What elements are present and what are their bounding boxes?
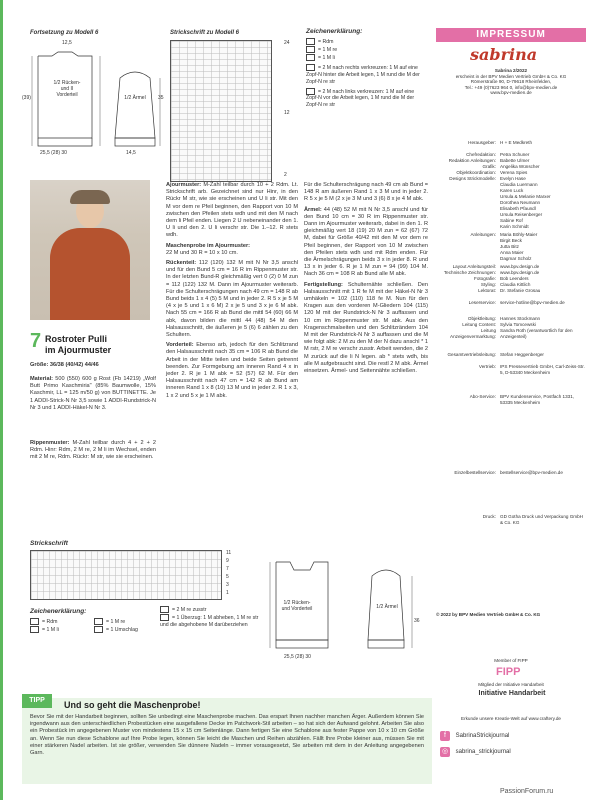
schematic-bottom-dim-sleeve: 36: [414, 618, 420, 624]
col3-text: [304, 182, 428, 375]
key-top-item: = Rdm: [306, 38, 424, 46]
model-rippen: [30, 440, 156, 462]
model-sizes: Größe: 36/38 (40/42) 44/46: [30, 362, 99, 368]
key-bottom-item: = 1 Überzug: 1 M abheben, 1 M re str und die abgehobene M darüberziehen: [160, 614, 259, 628]
initiative-logo: Initiative Handarbeit: [478, 690, 546, 697]
social-facebook[interactable]: [440, 730, 586, 742]
model-photo: [30, 180, 150, 320]
facebook-icon: f: [440, 731, 450, 741]
strick-top-title: Strickschrift zu Modell 6: [170, 30, 240, 36]
strick-bottom-row-9: 9: [226, 558, 229, 564]
material-title: Material:: [30, 376, 54, 382]
key-bottom-list-mid: [94, 618, 154, 634]
tip-box: [22, 698, 432, 784]
tip-title: Und so geht die Maschenprobe!: [64, 700, 201, 710]
maschenprobe-paragraph: Maschenprobe im Ajourmuster: 22 M und 30 R = 10 x 10 cm.: [166, 242, 251, 256]
impressum-rows: Herausgeber: H + E Medkreth Chefredaktion: Petra Schuner Redaktion Anleitungen: Babette Ulmer Grafik: Angelika Wünscher Objektkoordination: Verena Spies Designs Strickmodelle: Evelyn Hase Claudia Luermann Karen Luck Ursula & Melanie Marxer Dorothea Neumann Elisabeth Pfaundl Ursula Reisenberger Sabine Rof Karin Schmidt Anleitungen: Maria Böhly-Maier Birgit Beck Jutta Bitz Anna Maier Dagmar Scholz Layout Anleitungsteil: www.bpv.design.de Technische Zeichnungen: www.bpv.design.de Fotografie: Bob Leenders Styling: Claudia Kittlich Lektorat: Dr. Stefanie Grosau Leserservice: service-hotline@bpv-medien.de Objektleitung: Hannes Stockmann Leitung Content: Sylvia Tomcewski Leitung Anzeigenvermarktung: Sandra Roth (verantwortlich für den Anzeigenteil) Gesamtvertriebsleitung: Stefan Heggenberger Vertrieb: IPS Pressevertrieb GmbH, Carl-Zeiss-Str. 5, D-53340 Meckenheim Abo-Service: BPV Kundenservice, Postfach 1331, 53335 Meckenheim Einzelbestellservice: bestellservice@bpv-medien.de Druck: GD Gotha Druck und Verpackung GmbH & Co. KG: [443, 140, 585, 525]
strick-bottom-row-11: 11: [226, 550, 232, 556]
footer-site: PassionForum.ru: [500, 788, 554, 795]
social-instagram-label: sabrina_strickjournal: [455, 749, 511, 755]
schematic-top-dim-2: (39): [22, 95, 31, 101]
schematic-bottom-dim-width: 25,5 (28) 30: [284, 654, 311, 660]
schematic-top-dim-3: 25,5 (28) 30: [40, 150, 67, 156]
key-top-item: = 2 M nach links verkreuzen: 1 M auf eine Zopf-N vor die Arbeit legen, 1 M rund die M der Zopf-N re str: [306, 88, 415, 109]
model-photo-figure: [50, 228, 130, 320]
impressum-address-line: Tel.: +49 (0)7623 964 0, info@bpv-medien.de: [464, 84, 558, 90]
key-top-item: = 1 M re: [306, 46, 424, 54]
impressum-member-initiative: Mitglied der Initiative Handarbeit: [478, 682, 544, 687]
tip-label: TIPP: [22, 694, 52, 708]
key-bottom-item: = 1 M re: [94, 618, 154, 626]
model-number: 7: [30, 330, 42, 352]
fertigstellung-paragraph: Fertigstellung: Schulternähte schließen. Den Halsausschnitt mit 1 R fe M mit der Häkel-N Nr 3 umhäkeln = 102 (110) 118 fe M. Nun für den Kragen aus den vorderen M-Gliedern 104 (115) 120 M mit der Rundstrick-N Nr 3 auffassen und 10 cm im Rippenmuster str. M abk. Aus den Kragenschmalseiten und den Schlitzrändern 104 M mit der Rundstrick-N Nr 3 auffassen und die M wie folgt abk: 2 M zu den M der N dazu anschl * 1 M rstr, 2 M re verschr zusstr. Arbeit wenden, die 2 M zurück auf die li N legen. ab * stets wdh, bis alle M aufgebraucht sind. Die restl 2 M abk. Ärmel einsetzen. Ärmel- und Seitennähte schließen.: [304, 281, 428, 375]
ajour-paragraph: Ajourmuster: M-Zahl teilbar durch 10 + 2 Rdm. Lt. Strickschrift arb. Gezeichnet sind nur Hinr, in den Rückr M str, wie sie erscheinen und U li str. Mit den M vor dem re Pfeil beginnen, den Rapport von 10 M zwischen den Pfeilen stets wdh und mit den M nach dem li Pfeil enden. Liegen 2 U nebeneinander den 1. U li und den 2. U li verschr str. Die 1.–12. R stets wdh.: [166, 182, 298, 239]
key-bottom-title: Zeichenerklärung:: [30, 608, 87, 615]
impressum-header: [436, 28, 586, 42]
model-title: [45, 334, 111, 356]
strick-top-row-24: 24: [284, 40, 290, 46]
strick-bottom-row-5: 5: [226, 574, 229, 580]
rippen-title: Rippenmuster:: [30, 440, 70, 446]
col2-text: [166, 182, 298, 400]
impressum-address-line: Römerstraße 90, D-79618 Rheinfelden,: [470, 79, 552, 85]
schematic-bottom-right-label: 1/2 Ärmel: [376, 604, 398, 610]
key-bottom-item: = 1 Umschlag: [94, 626, 154, 634]
impressum-title: IMPRESSUM: [476, 29, 546, 40]
schematic-bottom-left-label: 1/2 Rücken- und Vorderteil: [281, 600, 313, 612]
key-bottom-item: = 1 M li: [30, 626, 150, 634]
key-top-title: Zeichenerklärung:: [306, 28, 363, 35]
rueckenteil-paragraph: Rückenteil: 112 (120) 132 M mit N Nr 3,5 anschl und für den Bund 5 cm = 16 R im Rippenmuster str. In der letzten Bund-R gleichmäßig vert 0 (2) 0 M zun = 112 (122) 132 M. Dann im Ajourmuster weiterarb. Für die Schulterschrägungen nach 49 cm = 148 R ab Bund beids 1 x 4 (5) 5 M und in jeder 2. R 5 x je 5 M (4 x je 5 und 1 x 6 M) 2 x je 5 und 3 x je 6 M abk. Nach 55 cm = 166 R ab Bund die mittl 54 (60) 66 M abk, davon bilden die mittl 44 (48) 54 M den Halsausschnitt, die äußeren je 5 (6) 6 zählen zu den Schultern.: [166, 260, 298, 339]
schematic-top-dim-1: 12,5: [62, 40, 72, 46]
aermel-paragraph: Ärmel: 44 (48) 52 M mit N Nr 3,5 anschl und für den Bund 10 cm = 30 R im Rippenmuster str. Dann im Ajourmuster weiterarb, dabei in den 1. R gleichmäßig vert 18 (19) 20 M zun = 62 (67) 72 M, dabei für Größe 40/42 mit den M vor dem re Pfeil beginnen, der Rapport von 10 M zwischen den Pfeilen stets wdh und mit Rdm enden. Für die Ärmelschrägungen beids 3 x in jeder 8. R und 13 x in jeder 6. R je 1 M zun = 94 (99) 104 M. Nach 36 cm = 108 R ab Bund alle M abk.: [304, 206, 428, 278]
strick-bottom-row-7: 7: [226, 566, 229, 572]
model-title-line1: Rostroter Pulli: [45, 334, 108, 344]
strick-bottom-title: Strickschrift: [30, 540, 68, 547]
model-photo-hat: [70, 190, 110, 204]
key-bottom-item: = Rdm: [30, 618, 150, 626]
social-facebook-label: SabrinaStrickjournal: [455, 733, 510, 739]
fipp-logo: FIPP: [496, 666, 521, 678]
strick-bottom-chart: [30, 550, 222, 600]
strick-top-row-12: 12: [284, 110, 290, 116]
schematic-top-title: Fortsetzung zu Modell 6: [30, 30, 99, 36]
schematic-top-right-label: 1/2 Ärmel: [124, 95, 146, 101]
model-title-line2: im Ajourmuster: [45, 345, 112, 355]
instagram-icon: ◎: [441, 748, 449, 755]
strick-top-chart: [170, 40, 272, 182]
key-bottom-list-right: [160, 606, 260, 629]
schematic-top-dim-4: 35: [158, 95, 164, 101]
impressum-address: [436, 68, 586, 96]
tip-text: Bevor Sie mit der Handarbeit beginnen, sollten Sie unbedingt eine Maschenprobe machen. Das erspart Ihnen nachher manchen Ärger. Außerdem können Sie irgendwann aus den unterschiedlichen Probestücken eine ausgefallene Decke im Patchwork-Stil arbeiten – so hat sich der Aufwand gelohnt. Arbeiten Sie also ein Probestück im angegebenen Muster von mindestens 15 x 15 cm Seitenlänge. Dann fertigen Sie eine Schablone aus fester Pappe von 10 x 10 cm Größe an. Wenn Sie nun diese Schablone auf Ihre Probe legen, können Sie leicht die Maschen und Reihen abzählen. Fällt Ihre Probe kleiner aus, müssen Sie mit einer stärkeren Nadel arbeiten. Ist sie größer, verwenden Sie dünnere Nadeln – immer vorausgesetzt, Sie arbeiten mit dem in der Anleitung angegebenen Garn.: [30, 714, 424, 757]
impressum-member-fipp: Member of FIPP: [494, 658, 528, 663]
social-instagram[interactable]: [440, 746, 586, 758]
key-top-item: = 2 M nach rechts verkreuzen: 1 M auf eine Zopf-N hinter die Arbeit legen, 1 M rund die M der Zopf-N re str: [306, 64, 420, 85]
key-top-list: [306, 38, 424, 109]
impressum-copyright: © 2022 by BPV Medien Vertrieb GmbH & Co. KG: [436, 612, 541, 617]
model-material: [30, 376, 156, 412]
schematic-top-left-label: 1/2 Rücken- und II Vorderteil: [53, 80, 81, 98]
impressum-address-line: Sabrina 2/2022: [494, 68, 528, 73]
rippen-text: M-Zahl teilbar durch 4 + 2 + 2 Rdm. Hinr: Rdm, 2 M re, 2 M li im Wechsel, enden mit 2 M re, Rdm. Rückr: M str, wie sie erscheinen.: [30, 440, 156, 461]
impressum-website: Erkunde unsere Kreativ-Welt auf www.craftery.de: [461, 716, 561, 721]
key-top-item: = 1 M li: [306, 54, 424, 62]
strick-bottom-row-3: 3: [226, 582, 229, 588]
material-text: 500 (550) 600 g Rost (Fb 14219) „Wolf Butt Primo Kaschmiria" (85% Baumwolle, 15% Kaschmir, LL = 125 m/50 g) von BUTTINETTE. Je 1 ADDI-Strick-N Nr 3,5 sowie 1 ADDI-Rundstrick-N Nr 3 und 1 ADDI-Häkel-N Nr 3.: [30, 376, 156, 411]
key-bottom-item: = 2 M re zusstr: [160, 606, 260, 614]
impressum-address-line: erscheint in der BPV Medien Vertrieb GmbH & Co. KG: [455, 73, 567, 79]
strick-top-row-2: 2: [284, 172, 287, 178]
impressum-address-line: www.bpv-medien.de: [490, 90, 532, 96]
impressum-brand: sabrina: [470, 45, 538, 64]
schulter-paragraph: Für die Schulterschrägung nach 49 cm ab Bund = 148 R am äußeren Rand 1 x 3 M und in jeder 2. R 5 x je 5 M (2 x je 3 M und 3 (6) 8 x je 4 M abk.: [304, 182, 428, 203]
schematic-top-dim-5: 14,5: [126, 150, 136, 156]
strick-bottom-row-1: 1: [226, 590, 229, 596]
vorderteil-paragraph: Vorderteil: Ebenso arb, jedoch für den Schlitzrand den Halsausschnitt nach 35 cm = 106 R ab Bund die Arbeit in der Mitte teilen und beide Seiten getrennt beenden. Zur Formgebung am inneren Rand 4 x in jeder 2. R je 1 M abk = 52 (57) 62 M. Für den Halsausschnitt nach 47 cm = 142 R ab Bund am inneren Rand 1 x 8 (10) 13 M und in jeder 2. R 1 x 3, 1 x 2 und 5 x je 1 M abk.: [166, 342, 298, 399]
left-color-bar: [0, 0, 3, 800]
